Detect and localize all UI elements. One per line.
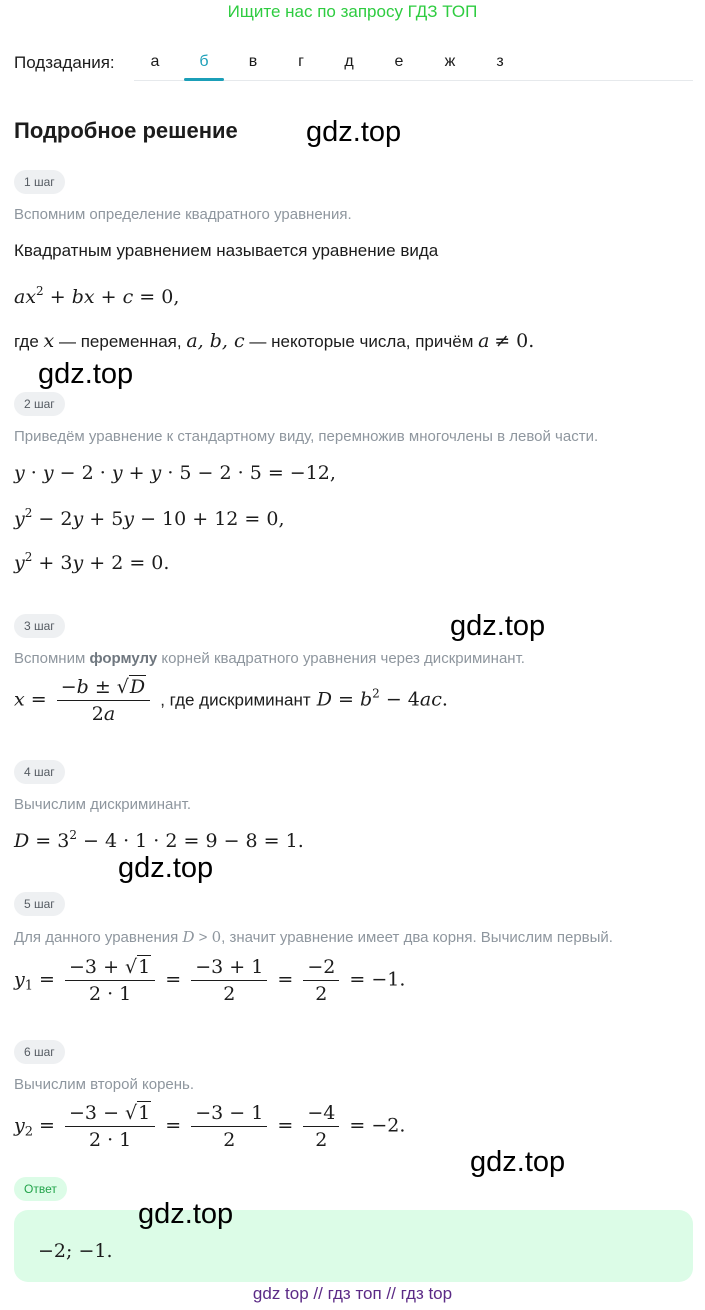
step-1-text-2-mid1: — переменная, xyxy=(59,332,182,351)
answer-box xyxy=(14,1210,693,1282)
active-tab-indicator xyxy=(184,78,224,81)
watermark: gdz.top xyxy=(450,610,546,642)
subtasks-label: Подзадания: xyxy=(14,53,115,72)
step-6-badge: 6 шаг xyxy=(14,1040,65,1064)
answer-value: −2; −1. xyxy=(38,1240,113,1262)
footer-links[interactable]: gdz top // гдз топ // гдз top xyxy=(252,1284,453,1303)
step-1-text-2-mid2: — некоторые числа, причём xyxy=(249,332,474,351)
watermark: gdz.top xyxy=(470,1146,566,1178)
step-1-hint: Вспомним определение квадратного уравнения. xyxy=(14,206,352,223)
step-6-hint: Вычислим второй корень. xyxy=(14,1076,195,1093)
tab-e[interactable]: е xyxy=(394,53,404,70)
tab-b[interactable]: б xyxy=(199,53,209,70)
step-4-badge: 4 шаг xyxy=(14,760,65,784)
step-1-text-2: где x — переменная, a, b, c — некоторые числа, причём a ≠ 0. xyxy=(14,330,535,352)
step-5-hint: Для данного уравнения D > 0, значит уравнение имеет два корня. Вычислим первый. xyxy=(14,928,613,946)
watermark: gdz.top xyxy=(118,852,214,884)
watermark: gdz.top xyxy=(138,1198,234,1230)
tab-g[interactable]: г xyxy=(298,53,304,70)
watermark: gdz.top xyxy=(306,116,402,148)
step-3-badge: 3 шаг xyxy=(14,614,65,638)
step-2-badge: 2 шаг xyxy=(14,392,65,416)
step-3-text: , где дискриминант xyxy=(160,690,311,710)
step-6-formula: $y_2$ = $\frac{-3 - √1}{2 \cdot 1}$ = $\frac{-3 - 1}{2}$ = $\frac{-4}{2}$ = −2. xyxy=(14,1102,406,1151)
tab-d[interactable]: д xyxy=(344,53,354,70)
tab-zh[interactable]: ж xyxy=(444,53,456,70)
step-2-line-2: $y^2 - 2y + 5y - 10 + 12 = 0$, xyxy=(14,506,285,530)
formula-link[interactable]: формулу xyxy=(89,650,158,667)
step-5-hint-post: , значит уравнение имеет два корня. Вычислим первый. xyxy=(221,929,613,946)
step-2-line-3: $y^2 + 3y + 2 = 0$. xyxy=(14,550,170,574)
step-2-line-1: y · y − 2 · y + y · 5 − 2 · 5 = −12, xyxy=(14,462,336,484)
answer-badge: Ответ xyxy=(14,1177,67,1201)
step-1-text-2-pre: где xyxy=(14,332,39,351)
step-4-hint: Вычислим дискриминант. xyxy=(14,796,191,813)
step-5-formula: $y_1$ = $\frac{-3 + √1}{2 \cdot 1}$ = $\frac{-3 + 1}{2}$ = $\frac{-2}{2}$ = −1. xyxy=(14,956,406,1005)
step-5-hint-pre: Для данного уравнения xyxy=(14,929,179,946)
step-3-hint-post: корней квадратного уравнения через дискриминант. xyxy=(161,650,525,667)
step-1-formula: $ax^2$ + bx + c = 0, xyxy=(14,284,180,308)
step-3-hint xyxy=(14,650,525,667)
step-5-badge: 5 шаг xyxy=(14,892,65,916)
watermark: gdz.top xyxy=(38,358,134,390)
step-1-text: Квадратным уравнением называется уравнение вида xyxy=(14,241,439,260)
tab-a[interactable]: а xyxy=(150,53,160,70)
tab-z[interactable]: з xyxy=(496,53,504,70)
step-4-formula: $D = 3^2 - 4 \cdot 1 \cdot 2 = 9 - 8 = 1$. xyxy=(14,828,304,852)
subtasks-nav xyxy=(14,44,693,82)
step-3-hint-pre: Вспомним xyxy=(14,650,86,667)
solution-heading: Подробное решение xyxy=(14,118,238,143)
promo-banner[interactable]: Ищите нас по запросу ГДЗ ТОП xyxy=(227,2,478,21)
tab-v[interactable]: в xyxy=(248,53,258,70)
step-3-formula: x = $\frac{-b \pm √D}{2a}$ , где дискриминант $D = b^2 - 4ac$. xyxy=(14,676,448,725)
step-1-badge: 1 шаг xyxy=(14,170,65,194)
step-2-hint: Приведём уравнение к стандартному виду, перемножив многочлены в левой части. xyxy=(14,428,599,445)
